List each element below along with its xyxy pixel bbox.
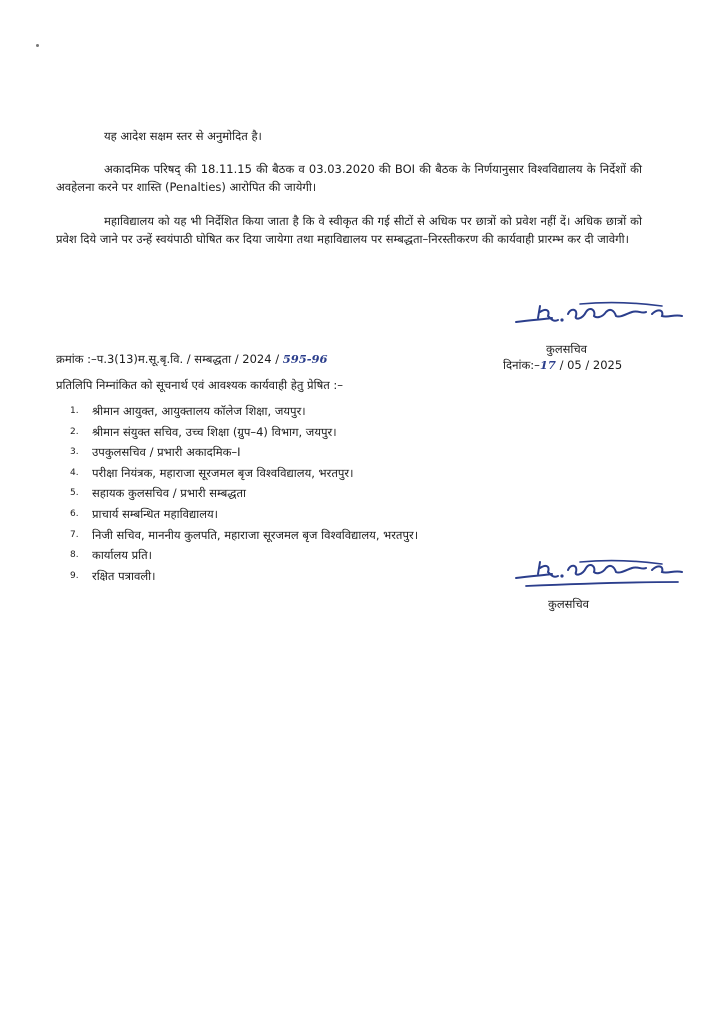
list-item-number: 8.	[70, 550, 79, 561]
designation-top: कुलसचिव	[546, 342, 588, 356]
list-item-text: उपकुलसचिव / प्रभारी अकादमिक–I	[92, 445, 241, 460]
list-item-text: परीक्षा नियंत्रक, महाराजा सूरजमल बृज विश्वविद्यालय, भरतपुर।	[92, 465, 354, 480]
list-item	[54, 465, 418, 486]
list-item	[54, 568, 418, 589]
list-item	[54, 485, 418, 506]
reference-prefix: क्रमांक :–प.3(13)म.सू.बृ.वि. / सम्बद्धता / 2024 /	[56, 352, 280, 366]
copy-intro: प्रतिलिपि निम्नांकित को सूचनार्थ एवं आवश्यक कार्यवाही हेतु प्रेषित :–	[56, 378, 344, 392]
reference-number	[56, 351, 328, 367]
date-label: दिनांक:–	[503, 358, 540, 372]
list-item-number: 5.	[70, 488, 79, 499]
list-item	[54, 444, 418, 465]
list-item	[54, 403, 418, 424]
date-handwritten-day: 17	[539, 358, 556, 372]
list-item-text: श्रीमान संयुक्त सचिव, उच्च शिक्षा (ग्रुप–4) विभाग, जयपुर।	[92, 424, 337, 439]
list-item-number: 9.	[70, 570, 79, 581]
list-item-text: निजी सचिव, माननीय कुलपति, महाराजा सूरजमल बृज विश्वविद्यालय, भरतपुर।	[92, 527, 419, 542]
list-item-number: 4.	[70, 467, 79, 478]
approval-line: यह आदेश सक्षम स्तर से अनुमोदित है।	[104, 129, 262, 143]
signature-top	[512, 296, 688, 336]
copy-list	[54, 403, 418, 588]
paragraph-penalties: अकादमिक परिषद् की 18.11.15 की बैठक व 03.03.2020 की BOI की बैठक के निर्णयानुसार विश्वविद्यालय के निर्देशों की अवहेलना करने पर शास्ति (Penalties) आरोपित की जायेगी।	[56, 162, 642, 194]
list-item-number: 7.	[70, 529, 79, 540]
reference-handwritten-number: 595-96	[282, 352, 328, 366]
list-item	[54, 506, 418, 527]
list-item-number: 2.	[70, 426, 79, 437]
list-item-number: 1.	[70, 406, 79, 416]
list-item-number: 6.	[70, 508, 79, 519]
list-item-text: सहायक कुलसचिव / प्रभारी सम्बद्धता	[92, 486, 247, 501]
list-item-text: रक्षित पत्रावली।	[92, 568, 156, 583]
list-item-text: श्रीमान आयुक्त, आयुक्तालय कॉलेज शिक्षा, जयपुर।	[92, 404, 306, 418]
list-item-text: प्राचार्य सम्बन्धित महाविद्यालय।	[92, 506, 219, 521]
list-item-text: कार्यालय प्रति।	[92, 548, 153, 563]
list-item	[54, 527, 418, 548]
list-item-number: 3.	[70, 447, 79, 458]
signature-bottom	[512, 558, 688, 598]
paragraph-admission: महाविद्यालय को यह भी निर्देशित किया जाता है कि वे स्वीकृत की गई सीटों से अधिक पर छात्रों को प्रवेश नहीं दें। अधिक छात्रों को प्रवेश दिये जाने पर उन्हें स्वयंपाठी घोषित कर दिया जायेगा तथा महाविद्यालय पर सम्बद्धता–निरस्तीकरण की कार्यवाही प्रारम्भ कर दी जावेगी।	[56, 214, 642, 246]
date-rest: / 05 / 2025	[559, 358, 623, 372]
designation-bottom: कुलसचिव	[548, 597, 590, 611]
list-item	[54, 547, 418, 568]
date	[503, 357, 622, 373]
scan-speck	[36, 44, 39, 47]
list-item	[54, 424, 418, 445]
